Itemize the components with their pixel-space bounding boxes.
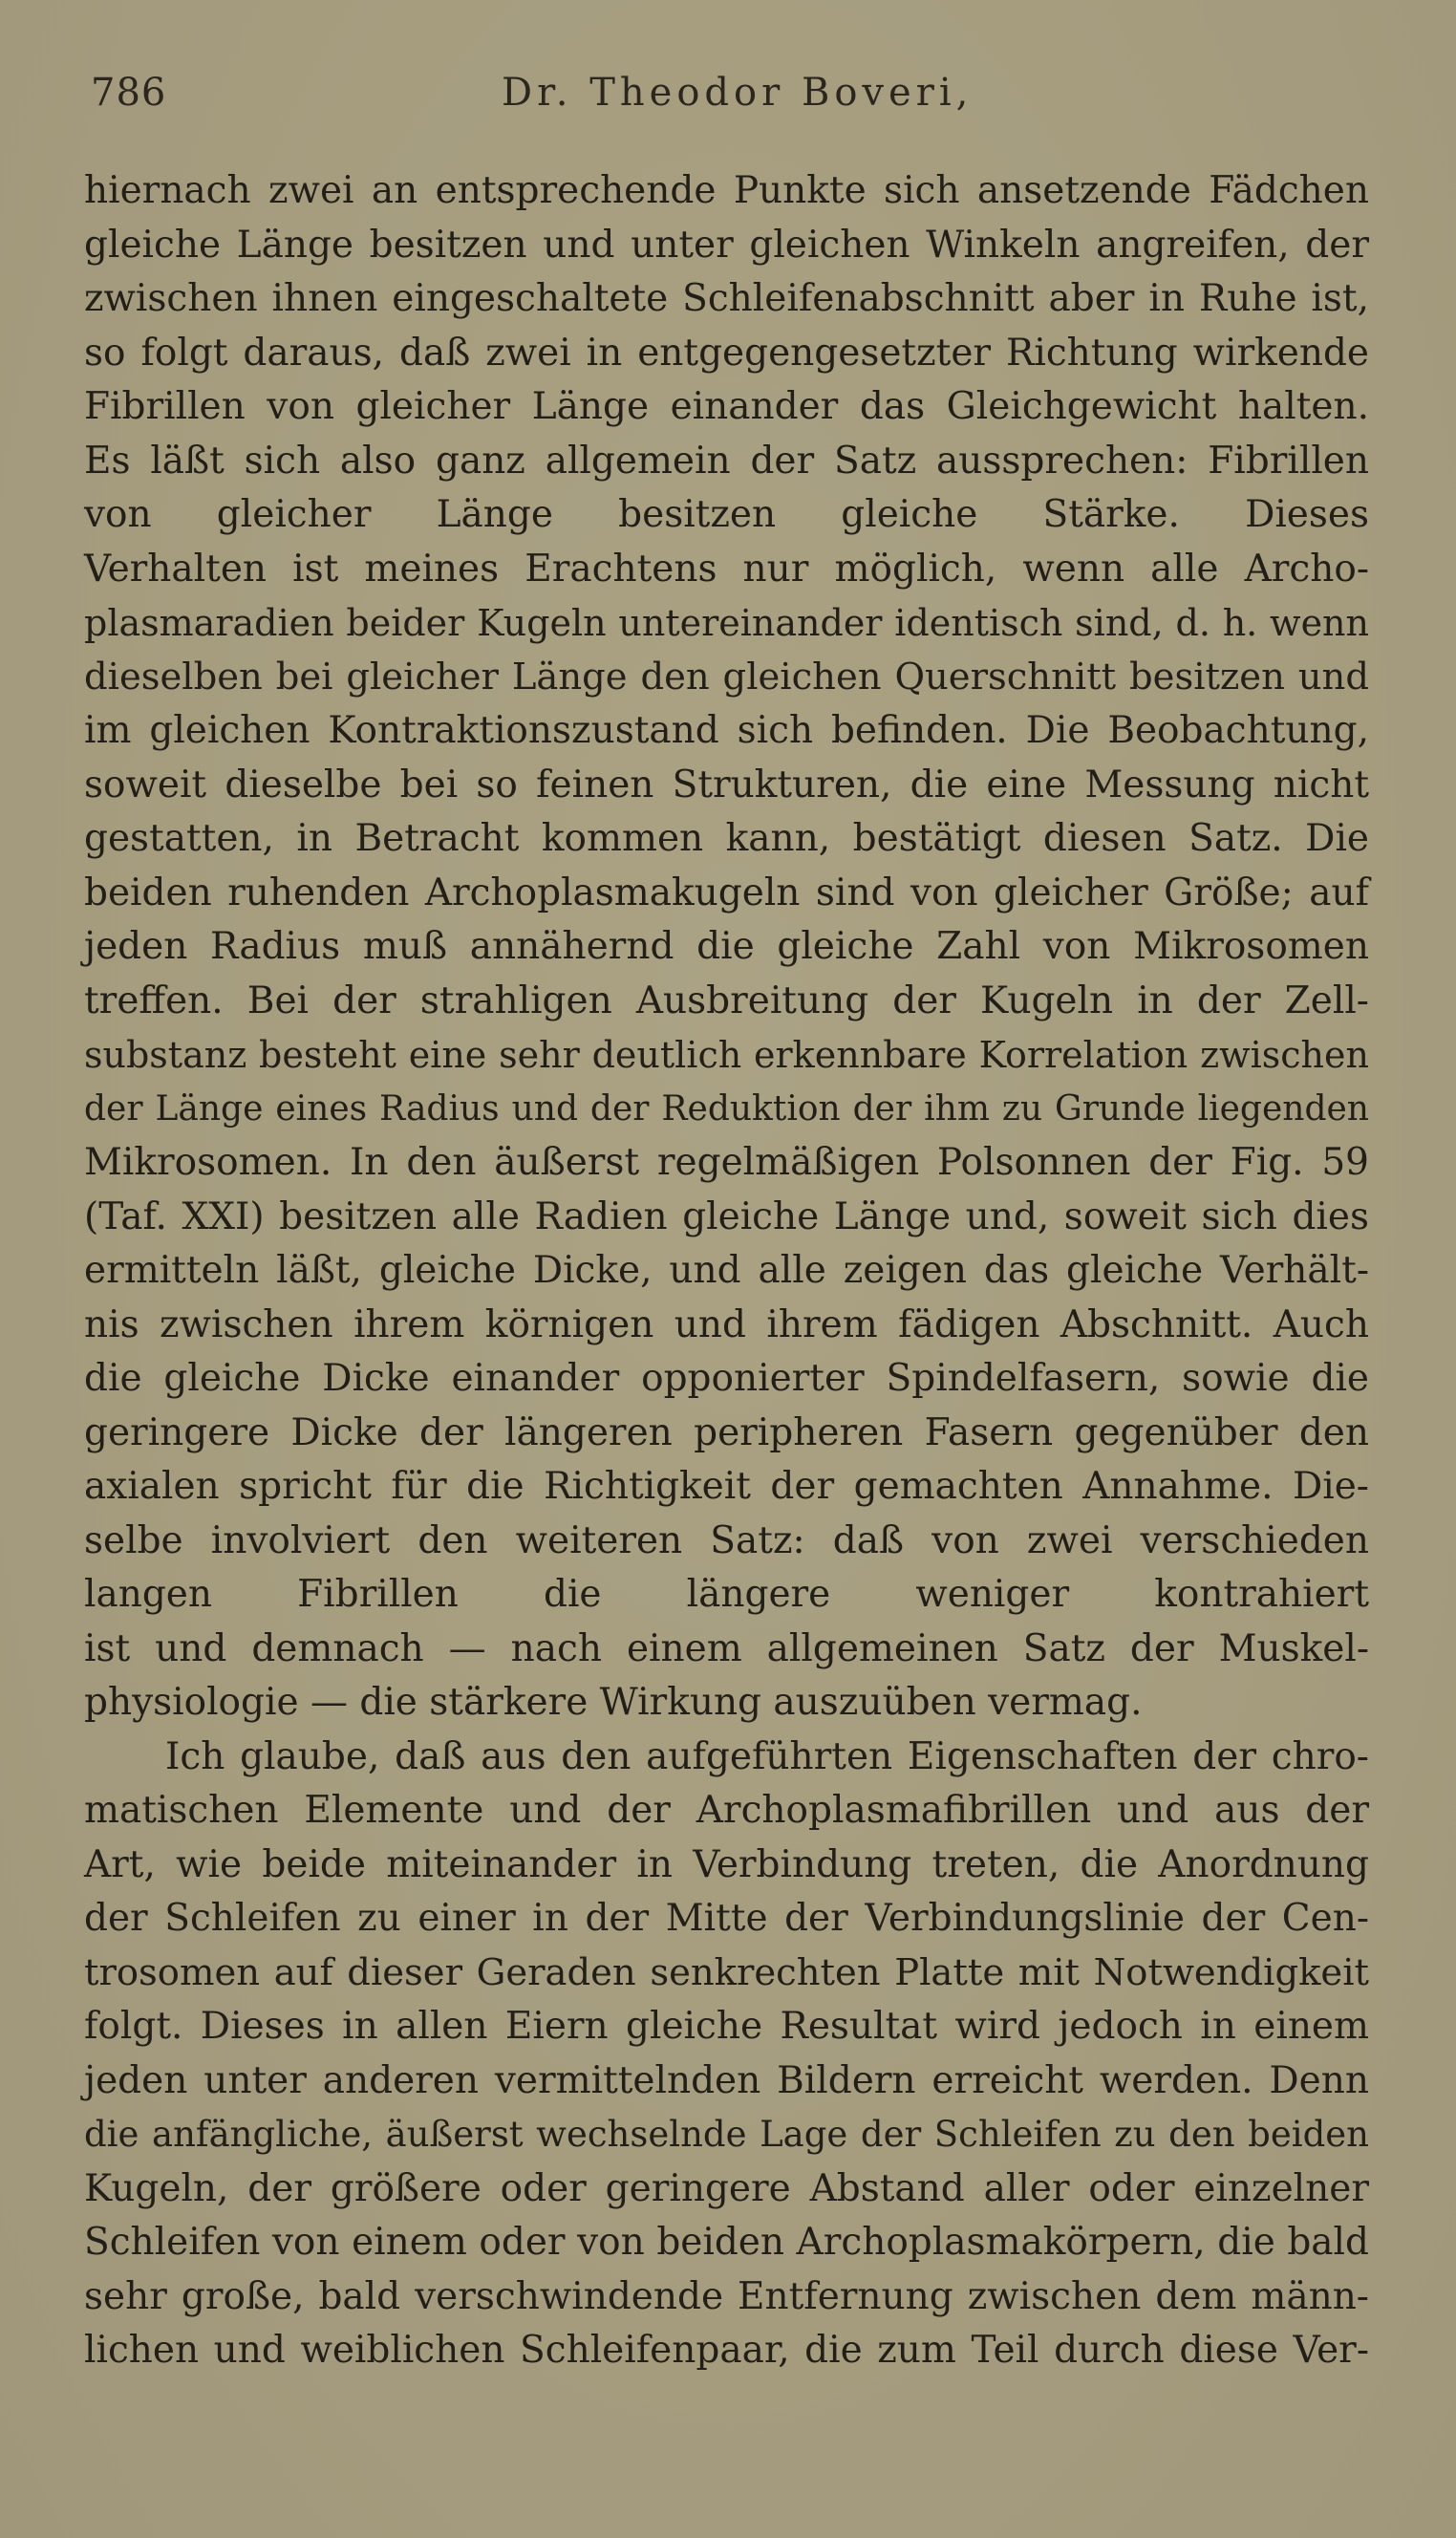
- paragraph-start-line: Ich glaube, daß aus den aufgeführten Eigenschaften der chro-: [165, 1734, 1369, 1778]
- text-line: substanz besteht eine sehr deutlich erkennbare Korrelation zwischen: [84, 1034, 1369, 1076]
- text-line: hiernach zwei an entsprechende Punkte sich ansetzende Fädchen: [84, 169, 1369, 212]
- text-line: der Schleifen zu einer in der Mitte der Verbindungslinie der Cen-: [84, 1897, 1369, 1940]
- text-line: matischen Elemente und der Archoplasmafibrillen und aus der: [84, 1789, 1369, 1832]
- text-line: beiden ruhenden Archoplasmakugeln sind von gleicher Größe; auf: [84, 871, 1369, 914]
- paragraph-end-line: physiologie — die stärkere Wirkung auszuüben vermag.: [84, 1681, 1143, 1724]
- text-line: sehr große, bald verschwindende Entfernung zwischen dem männ-: [84, 2274, 1369, 2318]
- text-line: so folgt daraus, daß zwei in entgegengesetzter Richtung wirkende: [84, 331, 1369, 375]
- page-number: 786: [91, 71, 167, 115]
- text-line: der Länge eines Radius und der Reduktion der ihm zu Grunde liegenden: [84, 1088, 1369, 1129]
- text-line: im gleichen Kontraktionszustand sich befinden. Die Beobachtung,: [84, 709, 1369, 752]
- body-text: [84, 164, 1369, 2378]
- text-line: (Taf. XXI) besitzen alle Radien gleiche Länge und, soweit sich dies: [84, 1194, 1369, 1238]
- text-line: treffen. Bei der strahligen Ausbreitung der Kugeln in der Zell-: [84, 979, 1369, 1022]
- text-line: lichen und weiblichen Schleifenpaar, die zum Teil durch diese Ver-: [84, 2329, 1369, 2372]
- text-line: Schleifen von einem oder von beiden Archoplasmakörpern, die bald: [84, 2221, 1369, 2264]
- text-line: axialen spricht für die Richtigkeit der gemachten Annahme. Die-: [84, 1465, 1369, 1508]
- text-line: Fibrillen von gleicher Länge einander das Gleichgewicht halten.: [84, 385, 1369, 428]
- text-line: von gleicher Länge besitzen gleiche Stärke. Dieses: [84, 493, 1369, 536]
- text-line: geringere Dicke der längeren peripheren Fasern gegenüber den: [84, 1410, 1369, 1454]
- text-line: jeden Radius muß annähernd die gleiche Zahl von Mikrosomen: [84, 925, 1369, 968]
- text-line: Art, wie beide miteinander in Verbindung treten, die Anordnung: [84, 1842, 1369, 1886]
- text-line: Kugeln, der größere oder geringere Abstand aller oder einzelner: [84, 2166, 1369, 2210]
- text-line: die gleiche Dicke einander opponierter Spindelfasern, sowie die: [84, 1357, 1369, 1400]
- text-line: langen Fibrillen die längere weniger kontrahiert: [84, 1573, 1369, 1616]
- text-line: zwischen ihnen eingeschaltete Schleifenabschnitt aber in Ruhe ist,: [84, 277, 1369, 320]
- text-line: nis zwischen ihrem körnigen und ihrem fädigen Abschnitt. Auch: [84, 1302, 1369, 1346]
- text-line: jeden unter anderen vermittelnden Bildern erreicht werden. Denn: [84, 2058, 1369, 2102]
- text-line: dieselben bei gleicher Länge den gleichen Querschnitt besitzen und: [84, 655, 1369, 699]
- text-line: ist und demnach — nach einem allgemeinen Satz der Muskel-: [84, 1626, 1369, 1670]
- text-line: die anfängliche, äußerst wechselnde Lage der Schleifen zu den beiden: [84, 2114, 1369, 2155]
- text-line: Es läßt sich also ganz allgemein der Satz aussprechen: Fibrillen: [84, 439, 1369, 483]
- running-head: [91, 71, 1366, 128]
- text-line: selbe involviert den weiteren Satz: daß von zwei verschieden: [84, 1518, 1369, 1562]
- text-line: trosomen auf dieser Geraden senkrechten Platte mit Notwendigkeit: [84, 1950, 1369, 1994]
- text-line: Mikrosomen. In den äußerst regelmäßigen Polsonnen der Fig. 59: [84, 1141, 1369, 1184]
- text-line: gestatten, in Betracht kommen kann, bestätigt diesen Satz. Die: [84, 817, 1369, 860]
- text-line: gleiche Länge besitzen und unter gleichen Winkeln angreifen, der: [84, 223, 1369, 267]
- text-line: Verhalten ist meines Erachtens nur möglich, wenn alle Archo-: [84, 547, 1369, 591]
- running-title: Dr. Theodor Boveri,: [502, 71, 974, 115]
- text-line: ermitteln läßt, gleiche Dicke, und alle zeigen das gleiche Verhält-: [84, 1249, 1369, 1292]
- text-line: soweit dieselbe bei so feinen Strukturen, die eine Messung nicht: [84, 763, 1369, 807]
- text-line: plasmaradien beider Kugeln untereinander identisch sind, d. h. wenn: [84, 602, 1369, 644]
- text-line: folgt. Dieses in allen Eiern gleiche Resultat wird jedoch in einem: [84, 2005, 1369, 2048]
